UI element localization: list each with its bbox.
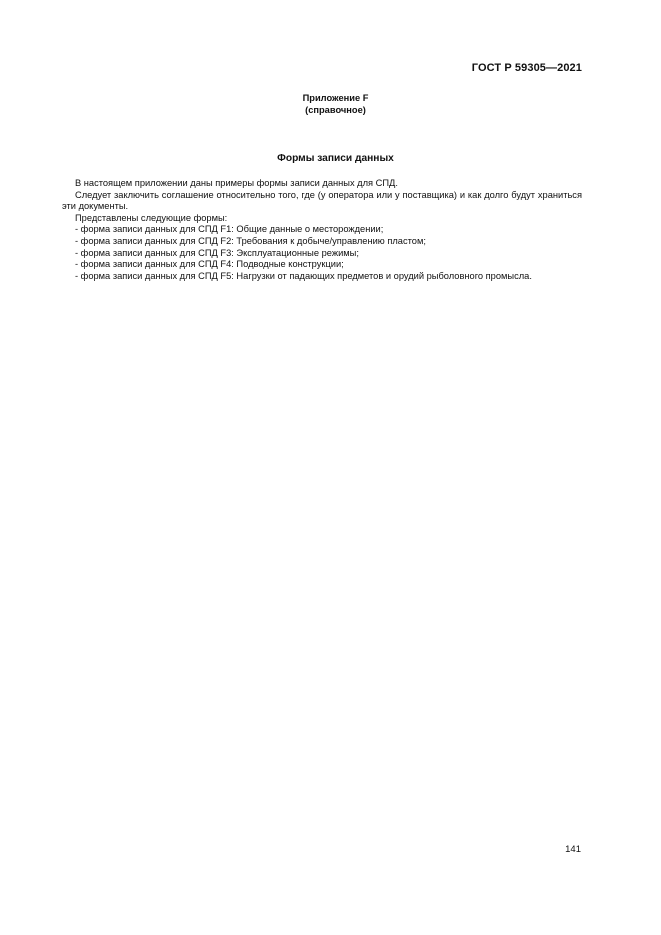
- list-item: - форма записи данных для СПД F5: Нагрузки от падающих предметов и орудий рыболовного промысла.: [75, 270, 532, 281]
- annex-title: Приложение F: [302, 93, 369, 103]
- section-title: Формы записи данных: [277, 153, 394, 164]
- document-code: ГОСТ Р 59305—2021: [471, 62, 582, 74]
- list-item: - форма записи данных для СПД F1: Общие данные о месторождении;: [75, 224, 384, 235]
- list-item: - форма записи данных для СПД F3: Эксплуатационные режимы;: [75, 247, 359, 258]
- forms-list: [62, 224, 582, 282]
- body-text: [62, 178, 582, 282]
- page-number: 141: [565, 844, 581, 855]
- annex-subtitle: (справочное): [305, 105, 366, 115]
- paragraph-agreement: Следует заключить соглашение относительно того, где (у оператора или у поставщика) и как долго будут храниться эти документы.: [62, 189, 582, 212]
- list-item: - форма записи данных для СПД F2: Требования к добыче/управлению пластом;: [75, 235, 426, 246]
- list-item: - форма записи данных для СПД F4: Подводные конструкции;: [75, 259, 344, 270]
- paragraph-intro: В настоящем приложении даны примеры формы записи данных для СПД.: [75, 178, 398, 188]
- annex-heading: [0, 92, 661, 116]
- paragraph-forms-intro: Представлены следующие формы:: [75, 212, 228, 223]
